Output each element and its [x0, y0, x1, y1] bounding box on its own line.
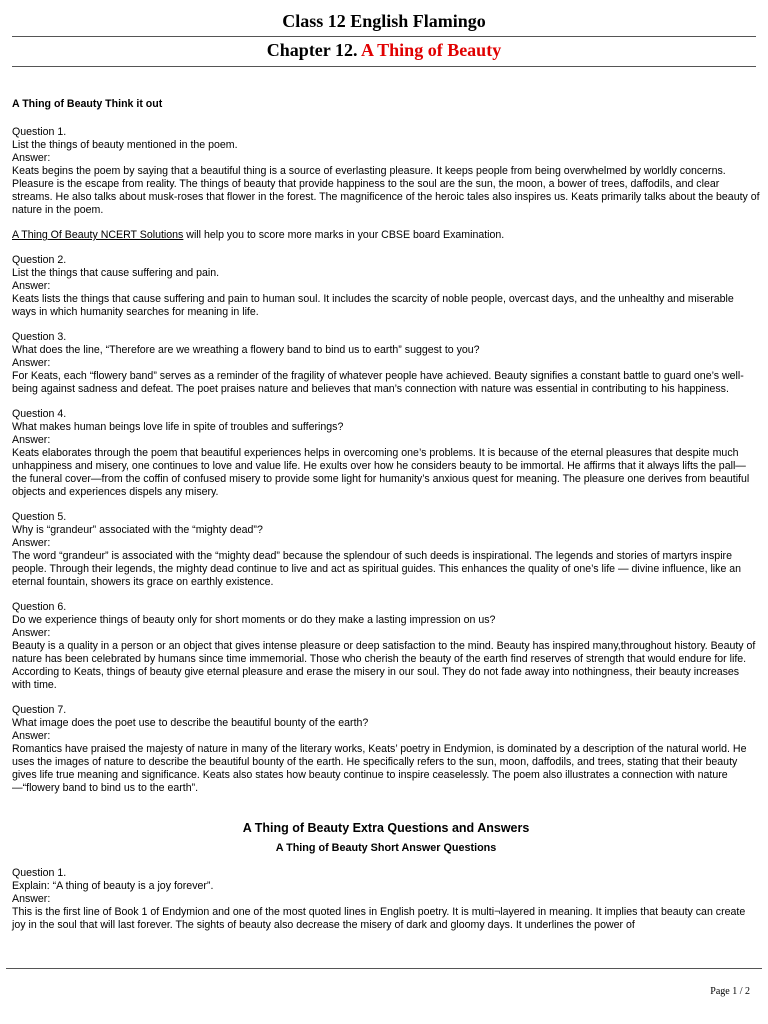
header-rule-top — [12, 36, 756, 37]
question-label: Question 3. — [12, 331, 67, 343]
promo-text: will help you to score more marks in your CBSE board Examination. — [183, 229, 505, 241]
question-label: Question 1. — [12, 867, 67, 879]
question-label: Question 5. — [12, 511, 67, 523]
question-text: Do we experience things of beauty only for short moments or do they make a lasting impression on us? — [12, 614, 496, 626]
question-label: Question 1. — [12, 126, 67, 138]
answer-label: Answer: — [12, 152, 51, 164]
question-text: List the things that cause suffering and pain. — [12, 267, 220, 279]
extra-section-title: A Thing of Beauty Extra Questions and Answers — [242, 821, 530, 835]
answer-text: Beauty is a quality in a person or an object that gives intense pleasure or deep satisfaction to the mind. Beauty has inspired many,throughout history. Beauty of nature has been celebrated by humans since time immemorial. Those who cherish the beauty of the earth find reserves of strength that would endure for life. According to Keats, things of beauty give eternal pleasure and erase the misery in our soul. They do not fade away into nothingness, their beauty increases with time. — [12, 640, 756, 691]
chapter-prefix: Chapter 12. — [266, 40, 361, 60]
question-label: Question 4. — [12, 408, 67, 420]
footer-rule — [6, 968, 762, 969]
answer-label: Answer: — [12, 730, 51, 742]
ncert-solutions-link[interactable]: A Thing Of Beauty NCERT Solutions — [12, 229, 184, 241]
qa-block-6 — [12, 601, 760, 692]
question-text: What makes human beings love life in spite of troubles and sufferings? — [12, 421, 344, 433]
answer-text: The word “grandeur” is associated with the “mighty dead” because the splendour of such deeds is inspirational. The legends and stories of martyrs inspire people. Through their legends, the mighty dead continue to live and act as spiritual guides. This enhances the quality of one’s life — divine influence, like an eternal fountain, showers its grace on earthly existence. — [12, 550, 742, 588]
extra-qa-block-1 — [12, 867, 760, 932]
extra-subsection-title: A Thing of Beauty Short Answer Questions — [275, 842, 497, 854]
answer-label: Answer: — [12, 627, 51, 639]
answer-text: This is the first line of Book 1 of Endymion and one of the most quoted lines in English poetry. It is multi¬layered in meaning. It implies that beauty can create joy in the soul that will last forever. The sights of beauty also decrease the misery of dark and gloomy days. It underlines the power of — [12, 906, 746, 931]
answer-text: Romantics have praised the majesty of nature in many of the literary works, Keats’ poetry in Endymion, is dominated by a description of the natural world. He uses the images of nature to describe the beautiful bounty of the earth. He specifically refers to the sun, moon, daffodils, and trees, stating that their beauty gives life true meaning and significance. Keats also states how beauty continue to inspire ceaselessly. The poem also illustrates a connection with nature—“flowery band to bind us to the earth”. — [12, 743, 747, 794]
question-text: List the things of beauty mentioned in the poem. — [12, 139, 238, 151]
answer-label: Answer: — [12, 434, 51, 446]
question-label: Question 2. — [12, 254, 67, 266]
document-body — [12, 98, 760, 944]
promo-paragraph — [12, 229, 760, 242]
intro-heading: A Thing of Beauty Think it out — [12, 98, 163, 110]
answer-label: Answer: — [12, 357, 51, 369]
page-number: Page 1 / 2 — [710, 986, 750, 997]
question-text: Explain: “A thing of beauty is a joy forever”. — [12, 880, 214, 892]
answer-text: Keats lists the things that cause suffering and pain to human soul. It includes the scarcity of noble people, overcast days, and the unhealthy and miserable ways in which humanity searches for meaning in life. — [12, 293, 734, 318]
chapter-heading — [0, 39, 768, 61]
answer-label: Answer: — [12, 537, 51, 549]
question-text: What image does the poet use to describe the beautiful bounty of the earth? — [12, 717, 369, 729]
answer-text: For Keats, each “flowery band” serves as a reminder of the fragility of whatever people have achieved. Beauty signifies a constant battle to guard one’s well-being against sadness and defeat. The poet praises nature and believes that man’s connection with nature was essential in contributing to his happiness. — [12, 370, 744, 395]
question-text: Why is “grandeur” associated with the “mighty dead”? — [12, 524, 263, 536]
qa-block-3 — [12, 331, 760, 396]
qa-block-5 — [12, 511, 760, 589]
question-text: What does the line, “Therefore are we wreathing a flowery band to bind us to earth” suggest to you? — [12, 344, 480, 356]
answer-label: Answer: — [12, 893, 51, 905]
qa-block-7 — [12, 704, 760, 795]
qa-block-2 — [12, 254, 760, 319]
question-label: Question 7. — [12, 704, 67, 716]
header-rule-bottom — [12, 66, 756, 67]
document-title: Class 12 English Flamingo — [282, 11, 486, 31]
answer-label: Answer: — [12, 280, 51, 292]
answer-text: Keats begins the poem by saying that a beautiful thing is a source of everlasting pleasure. It keeps people from being overwhelmed by worldly concerns. Pleasure is the escape from reality. The things of beauty that provide happiness to the soul are the sun, the moon, a bower of trees, daffodils, and clear streams. He also talks about musk-roses that flower in the forest. The magnificence of the heroic tales also inspires us. Keats primarily talks about the beauty of nature in the poem. — [12, 165, 760, 216]
answer-text: Keats elaborates through the poem that beautiful experiences helps in overcoming one’s problems. It is because of the eternal pleasures that despite much unhappiness and misery, one continues to love and value life. He exults over how he considers beauty to be immortal. He affirms that it always lifts the pall—the funeral cover—from the coffin of confused misery to provide some light for humanity’s anxious quest for meaning. The pleasure one derives from beautiful objects and experiences dispels any misery. — [12, 447, 750, 498]
qa-block-4 — [12, 408, 760, 499]
qa-block-1 — [12, 126, 760, 217]
question-label: Question 6. — [12, 601, 67, 613]
chapter-title: A Thing of Beauty — [360, 40, 502, 60]
